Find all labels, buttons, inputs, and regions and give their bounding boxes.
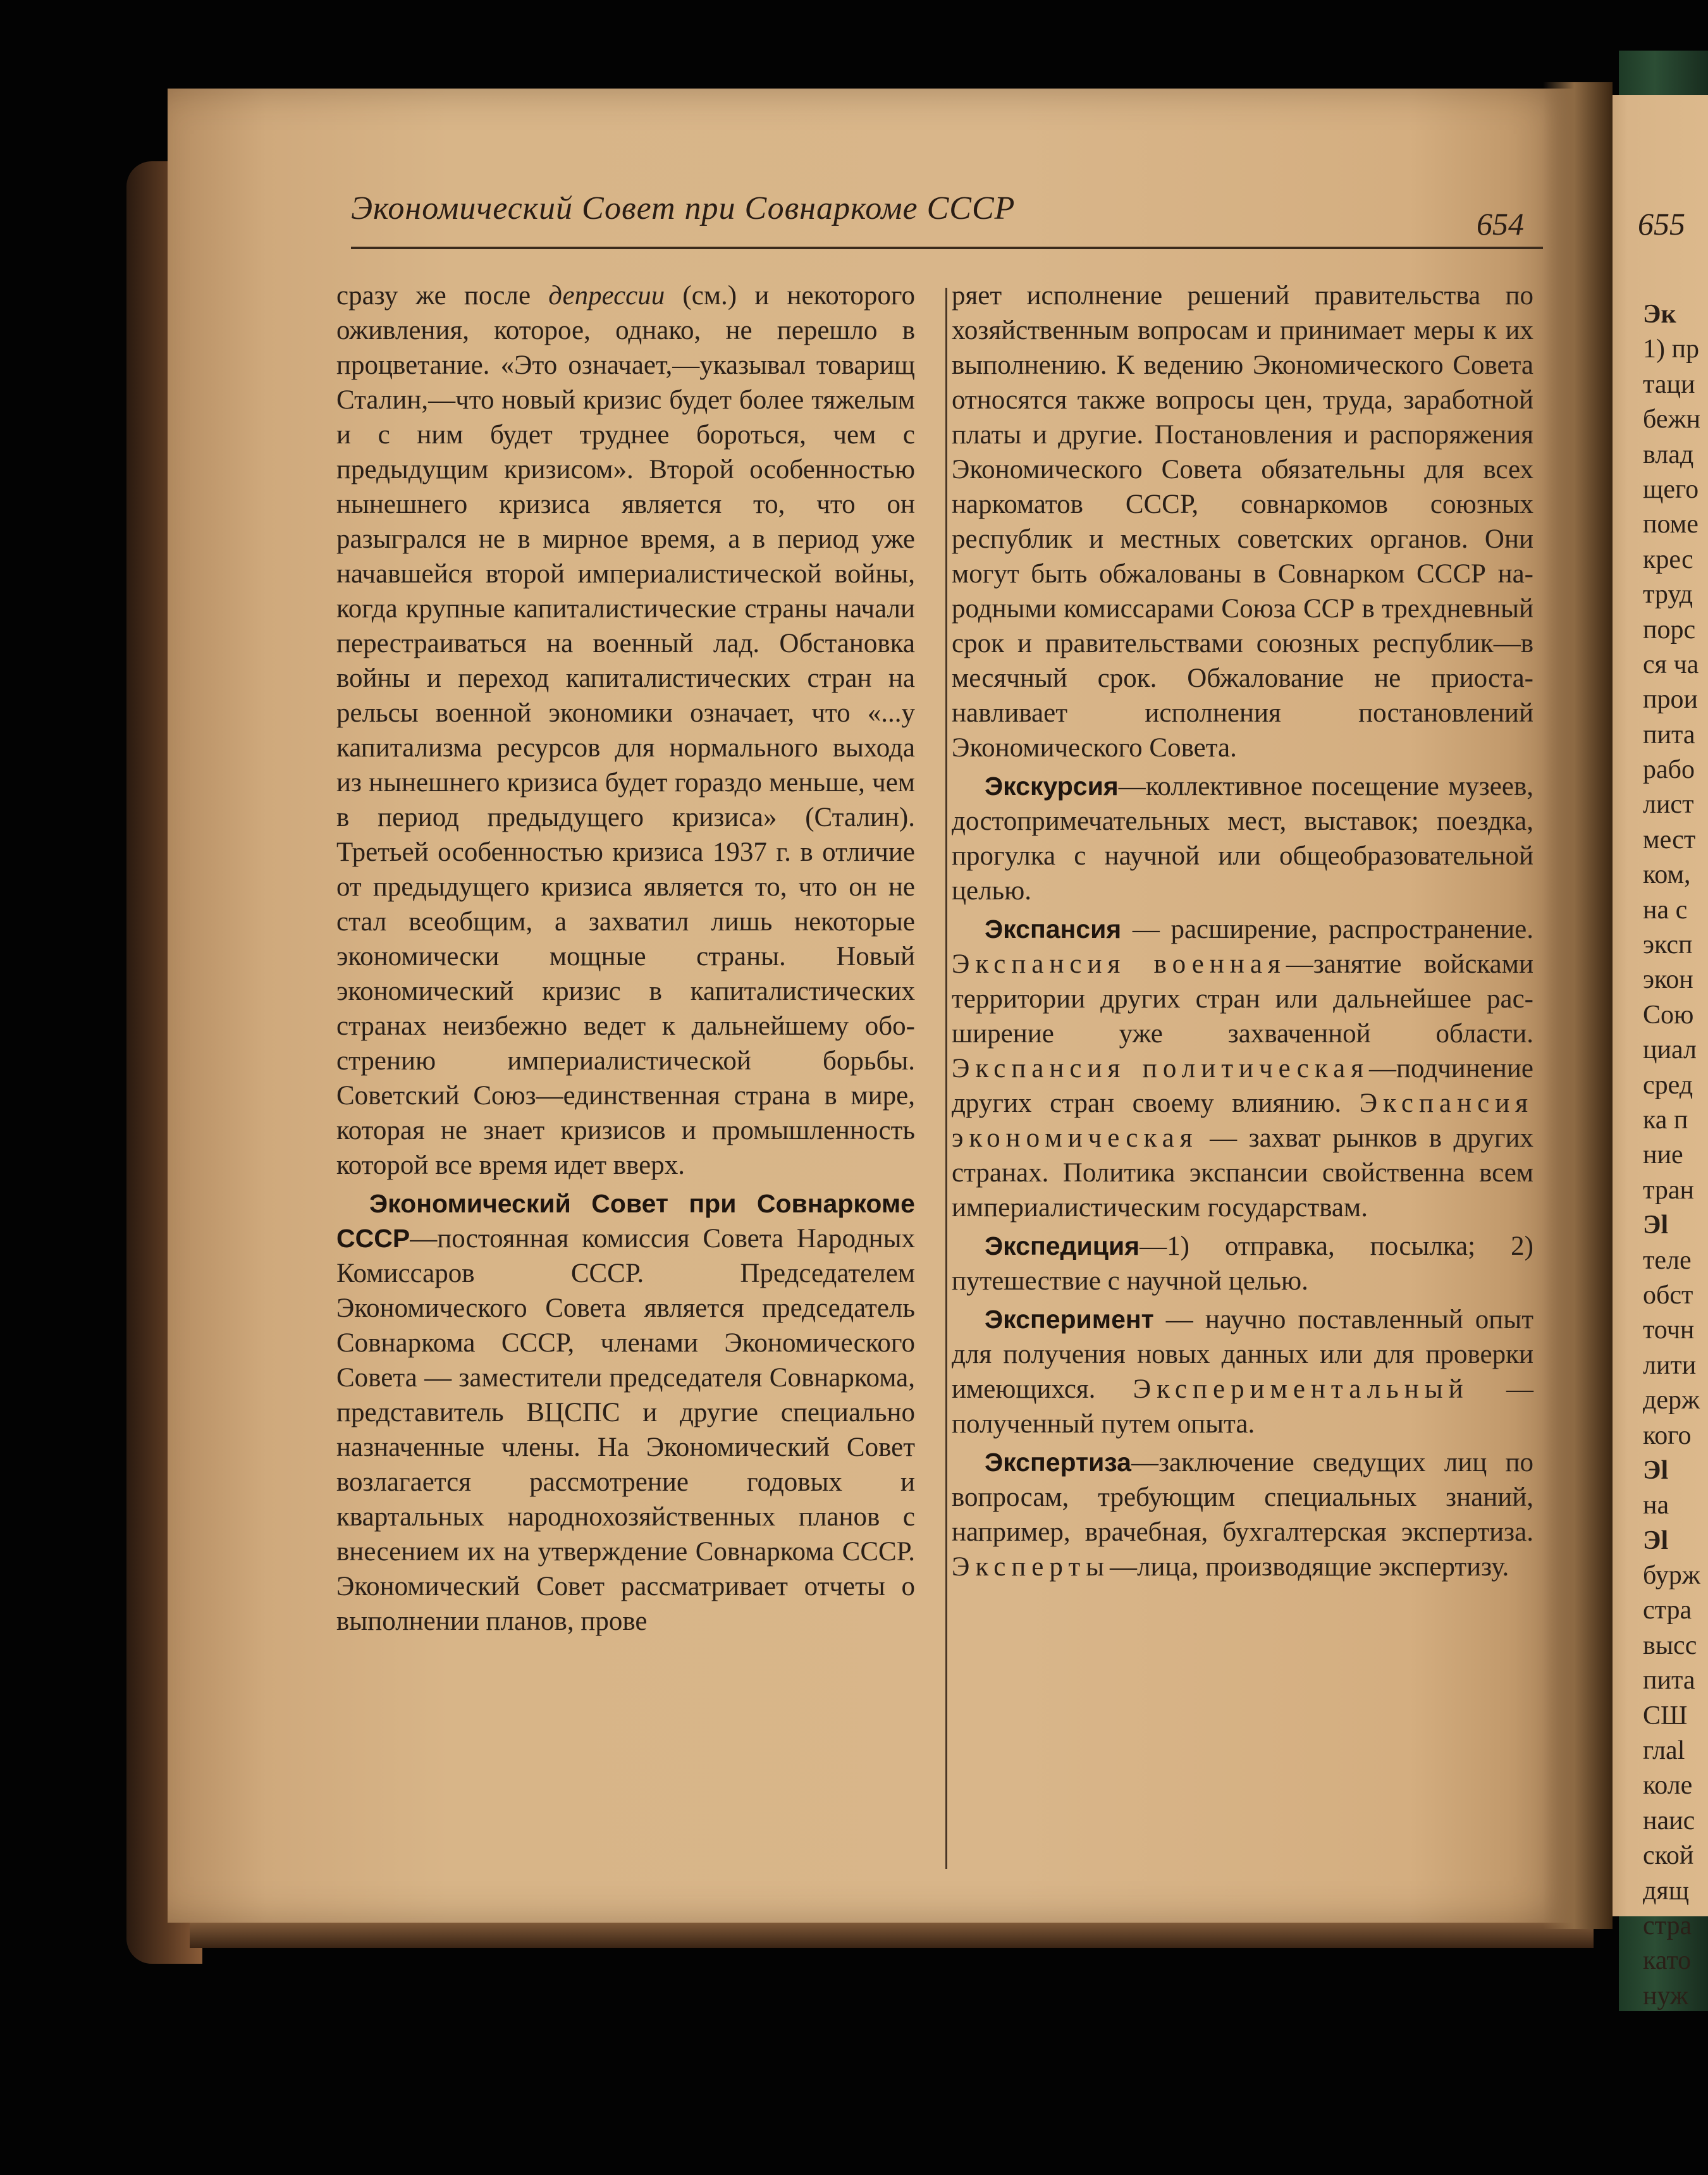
column-divider: [945, 288, 947, 1869]
text-run: — расширение, распространение.: [1121, 915, 1533, 944]
fragment-line: ской: [1643, 1841, 1694, 1871]
fragment-line: поме: [1643, 510, 1699, 539]
fragment-line: точн: [1643, 1315, 1695, 1345]
fragment-line: като: [1643, 1946, 1692, 1976]
fragment-line: наис: [1643, 1806, 1695, 1835]
text-run: —занятие войсками территории других стран или дальнейшее расширение уже захваченной области.: [952, 949, 1533, 1049]
fragment-line: держ: [1643, 1386, 1700, 1415]
fragment-line: коле: [1643, 1771, 1693, 1801]
fragment-line: обст: [1643, 1280, 1693, 1310]
body-paragraph: [336, 278, 915, 1183]
fragment-line: тран: [1643, 1175, 1694, 1205]
text-run: —1) отправка, посылка; 2) путешествие с научной целью.: [952, 1231, 1533, 1296]
fragment-line: влад: [1643, 440, 1694, 469]
right-column: [952, 278, 1533, 1584]
page-number-left: 654: [1477, 206, 1524, 242]
dictionary-entry: [952, 1229, 1533, 1298]
spaced-subterm: Экспансия политическая: [952, 1054, 1369, 1083]
fragment-line: 1) пр: [1643, 335, 1699, 364]
fragment-line: бурж: [1643, 1561, 1700, 1591]
fragment-line: циал: [1643, 1035, 1697, 1065]
text-run: — научно поставленный опыт для получения новых данных или для проверки имеющихся.: [952, 1305, 1533, 1404]
spaced-subterm: Эксперты: [952, 1552, 1110, 1582]
dictionary-entry: [952, 1302, 1533, 1441]
entry-headword: Экспертиза: [985, 1448, 1131, 1477]
fragment-line: мест: [1643, 825, 1696, 854]
fragment-line: Эl: [1643, 1525, 1669, 1555]
fragment-line: на: [1643, 1491, 1669, 1520]
fragment-line: прои: [1643, 685, 1698, 715]
dictionary-entry: [952, 1445, 1533, 1584]
fragment-line: нуж: [1643, 1981, 1688, 2011]
fragment-line: сред: [1643, 1070, 1693, 1100]
fragment-line: бежн: [1643, 405, 1700, 434]
entry-headword: Экскурсия: [985, 772, 1119, 801]
text-run: ряет исполнение решений правительства по хозяйственным вопросам и принимает меры к их выполнению. К ведению Экономического Совета относятся также вопросы цен, труда, заработной платы и другие. Постановления и распоряжения Экономического Совета обязательны для всех наркоматов СССР, совнаркомов союзных республик и местных советских органов. Они могут быть обжалованы в Совнарком СССР народными комиссарами Союза ССР в трехдневный срок и правительствами союзных республик—в месячный срок. Обжалование не приостанавливает исполнения постановлений Экономического Совета.: [952, 281, 1533, 763]
spaced-subterm: Экспансия экономическая: [952, 1088, 1533, 1153]
fragment-line: таци: [1643, 369, 1695, 399]
fragment-line: крес: [1643, 545, 1693, 574]
fragment-line: высс: [1643, 1630, 1697, 1660]
dictionary-entry: [336, 1186, 915, 1639]
fragment-line: Эl: [1643, 1211, 1669, 1240]
fragment-line: стра: [1643, 1911, 1692, 1940]
fragment-line: пита: [1643, 1666, 1695, 1696]
text-run: —лица, производящие экспертизу.: [1110, 1552, 1509, 1582]
fragment-line: ся ча: [1643, 650, 1699, 679]
text-run: — полученный путем опыта.: [952, 1374, 1533, 1439]
page-number-right: 655: [1638, 206, 1685, 242]
entry-headword: Экономический Совет при Совнаркоме СССР: [336, 1189, 915, 1253]
entry-headword: Экспедиция: [985, 1231, 1140, 1260]
fragment-line: рабо: [1643, 755, 1695, 785]
fragment-line: глаl: [1643, 1736, 1685, 1766]
fragment-line: ние: [1643, 1140, 1683, 1170]
fragment-line: СШ: [1643, 1701, 1688, 1730]
italic-reference: депрессии: [548, 281, 665, 311]
fragment-line: дящ: [1643, 1876, 1690, 1906]
fragment-line: ком,: [1643, 860, 1691, 890]
dictionary-entry: [952, 769, 1533, 908]
entry-headword: Эксперимент: [985, 1305, 1154, 1334]
book-gutter: [1543, 82, 1613, 1929]
text-run: —коллективное посещение музеев, достопримечательных мест, выставок; поездка, прогулка с научной или общеобразовательной целью.: [952, 772, 1533, 906]
fragment-line: щего: [1643, 474, 1699, 504]
spaced-subterm: Экспансия военная: [952, 949, 1286, 979]
fragment-line: пита: [1643, 720, 1695, 749]
fragment-line: труд: [1643, 580, 1693, 610]
fragment-line: кого: [1643, 1420, 1692, 1450]
fragment-line: экон: [1643, 965, 1693, 995]
text-run: — захват рынков в других странах. Политика экспансии свойственна всем империалистическим государствам.: [952, 1123, 1533, 1223]
text-run: —подчинение других стран своему влиянию.: [952, 1054, 1533, 1118]
dictionary-entry: [952, 912, 1533, 1225]
fragment-line: теле: [1643, 1245, 1692, 1275]
spaced-subterm: Экспериментальный: [1133, 1374, 1469, 1404]
fragment-line: лист: [1643, 790, 1694, 820]
fragment-line: порс: [1643, 615, 1696, 644]
fragment-line: стра: [1643, 1596, 1692, 1625]
fragment-line: ка п: [1643, 1105, 1688, 1135]
fragment-line: Эl: [1643, 1455, 1669, 1485]
header-rule: [351, 247, 1543, 249]
entry-headword: Экспансия: [985, 915, 1122, 944]
text-run: —постоянная комиссия Совета Народных Комиссаров СССР. Председателем Экономического Совета является председатель Совнаркома СССР, членами Экономического Совета — заместители председателя Совнаркома, представитель ВЦСПС и другие специально назначенные члены. На Экономический Совет возлагается рассмотрение годовых и квартальных народнохозяйственных планов с внесением их на утверждение Совнаркома СССР. Экономический Совет рассматривает отчеты о выполнении планов, прове: [336, 1224, 915, 1636]
fragment-line: Эк: [1643, 300, 1676, 329]
text-run: —заключение сведущих лиц по вопросам, требующим специальных знаний, например, врачебная, бухгалтерская экспертиза.: [952, 1448, 1533, 1547]
text-run: сразу же после: [336, 281, 549, 311]
body-paragraph: [952, 278, 1533, 765]
left-column: [336, 278, 915, 1639]
fragment-line: эксп: [1643, 930, 1693, 960]
text-run: (см.) и некоторого оживления, которое, однако, не перешло в процветание. «Это означает,—указывал товарищ Сталин,—что новый кризис будет более тяжелым и с ним будет труднее бороться, чем с предыдущим кризисом». Второй особенностью нынешнего кризиса является то, что он разыгрался не в мирное время, а в период уже начавшейся второй империалистической войны, когда крупные капиталистические страны начали перестраиваться на военный лад. Обстановка войны и переход капиталистических стран на рельсы военной экономики означает, что «...у капитализма ресурсов для нормального выхода из нынешнего кризиса будет гораздо меньше, чем в период предыдущего кризиса» (Сталин). Третьей особенностью кризиса 1937 г. в отличие от предыдущего кризиса является то, что он не стал всеобщим, а захватил лишь некоторые экономически мощные страны. Новый экономический кризис в капиталистических странах неизбежно ведет к дальнейшему обострению империалистической борьбы. Советский Союз—единственная страна в мире, которая не знает кризисов и промышленность которой все время идет вверх.: [336, 281, 915, 1180]
fragment-line: Сою: [1643, 1000, 1694, 1030]
next-page-text-fragments: [1643, 297, 1708, 2014]
fragment-line: на с: [1643, 895, 1688, 925]
fragment-line: лити: [1643, 1350, 1697, 1380]
running-head: Экономический Совет при Совнаркоме СССР: [351, 190, 1016, 226]
